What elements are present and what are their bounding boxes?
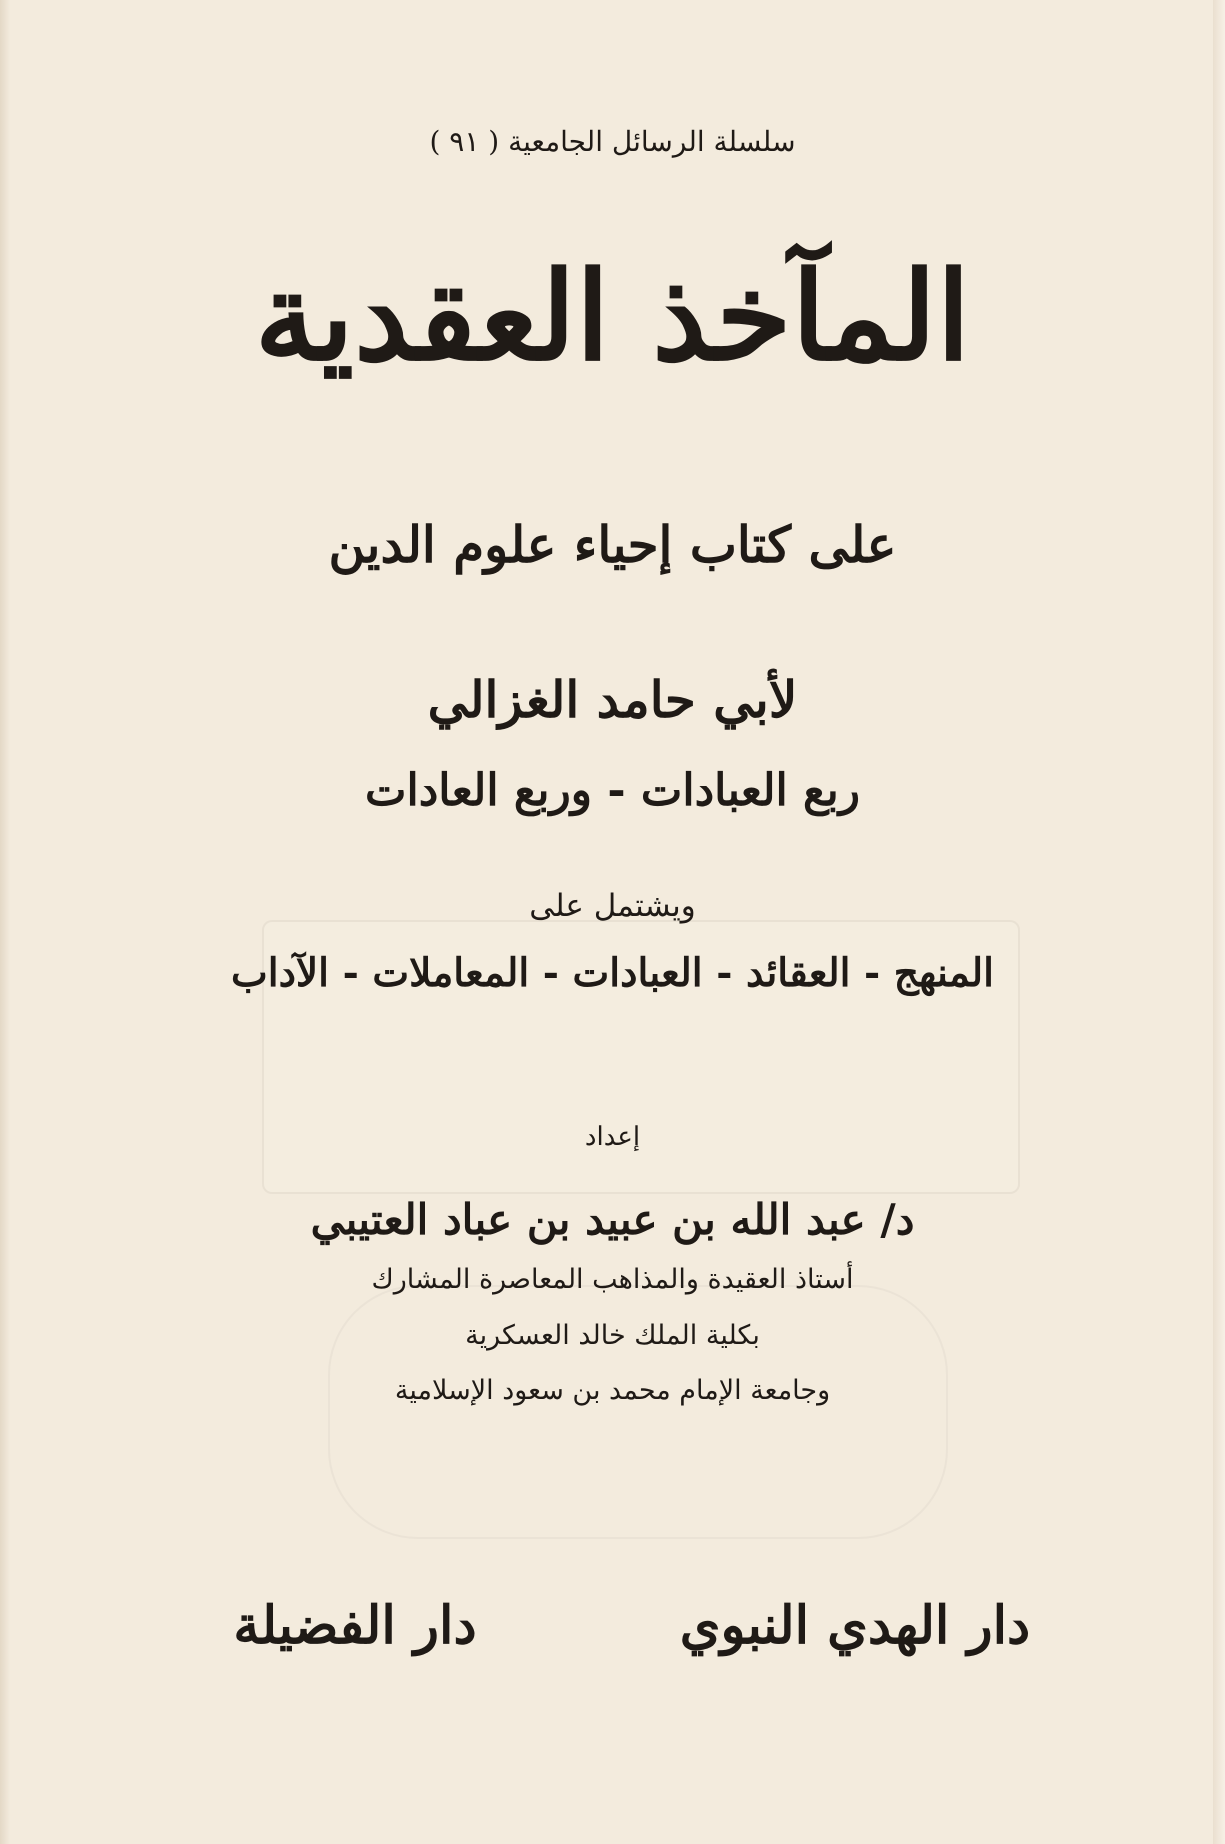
affiliation-line-3: وجامعة الإمام محمد بن سعود الإسلامية: [394, 1375, 831, 1406]
publisher-left: دار الفضيلة: [233, 1595, 477, 1656]
book-title: المآخذ العقدية: [254, 244, 971, 388]
author-line: لأبي حامد الغزالي: [427, 670, 798, 729]
prepared-by-label: إعداد: [584, 1122, 641, 1152]
book-subtitle: على كتاب إحياء علوم الدين: [328, 515, 897, 574]
series-label: سلسلة الرسائل الجامعية ( ٩١ ): [429, 125, 796, 158]
affiliation-line-2: بكلية الملك خالد العسكرية: [465, 1320, 760, 1351]
editor-name: د/ عبد الله بن عبيد بن عباد العتيبي: [310, 1195, 915, 1244]
contains-label: ويشتمل على: [529, 888, 696, 924]
publisher-right: دار الهدي النبوي: [679, 1595, 1031, 1656]
affiliation-line-1: أستاذ العقيدة والمذاهب المعاصرة المشارك: [371, 1264, 854, 1295]
quarters-line: ربع العبادات - وربع العادات: [365, 765, 860, 816]
topics-line: المنهج - العقائد - العبادات - المعاملات - الآداب: [231, 950, 994, 996]
